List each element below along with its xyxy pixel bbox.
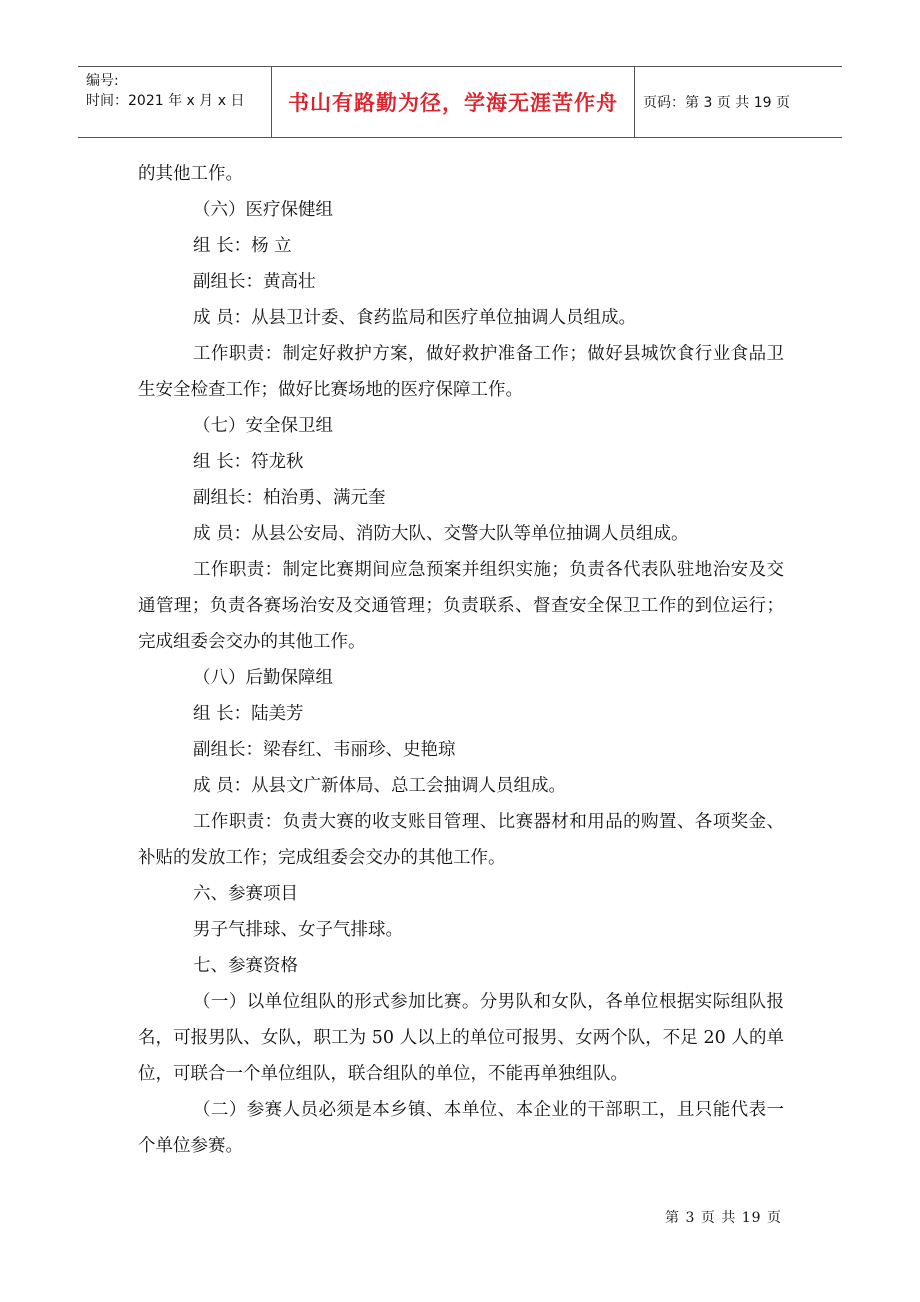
time-label: 时间：2021 年 x 月 x 日 [86, 93, 245, 109]
security-deputy: 副组长：柏治勇、满元奎 [193, 488, 386, 508]
logistics-deputy: 副组长：梁春红、韦丽珍、史艳琼 [193, 740, 456, 760]
section-heading-medical: （六）医疗保健组 [193, 200, 333, 220]
medical-members: 成 员：从县卫计委、食药监局和医疗单位抽调人员组成。 [193, 308, 637, 328]
serial-number-label: 编号: [86, 73, 119, 89]
page-footer: 第 3 页 共 19 页 [665, 1210, 782, 1226]
events-list: 男子气排球、女子气排球。 [193, 920, 403, 940]
logistics-leader: 组 长：陆美芳 [193, 704, 304, 724]
page-header [78, 66, 842, 138]
header-motto: 书山有路勤为径，学海无涯苦作舟 [272, 67, 635, 137]
medical-leader: 组 长：杨 立 [193, 236, 292, 256]
section-heading-logistics: （八）后勤保障组 [193, 668, 333, 688]
security-members: 成 员：从县公安局、消防大队、交警大队等单位抽调人员组成。 [193, 524, 689, 544]
security-leader: 组 长：符龙秋 [193, 452, 304, 472]
document-body [138, 156, 784, 1164]
section-heading-events: 六、参赛项目 [193, 884, 298, 904]
eligibility-item-1: （一）以单位组队的形式参加比赛。分男队和女队，各单位根据实际组队报名，可报男队、女队，职工为 50 人以上的单位可报男、女两个队，不足 20 人的单位，可联合一个单位组队，联合组队的单位，不能再单独组队。 [138, 992, 784, 1084]
paragraph-continuation: 的其他工作。 [138, 164, 243, 184]
section-heading-eligibility: 七、参赛资格 [193, 956, 298, 976]
security-duties: 工作职责：制定比赛期间应急预案并组织实施；负责各代表队驻地治安及交通管理；负责各赛场治安及交通管理；负责联系、督查安全保卫工作的到位运行；完成组委会交办的其他工作。 [138, 560, 784, 652]
medical-duties: 工作职责：制定好救护方案，做好救护准备工作；做好县城饮食行业食品卫生安全检查工作；做好比赛场地的医疗保障工作。 [138, 344, 784, 400]
medical-deputy: 副组长：黄高壮 [193, 272, 316, 292]
header-page-number: 页码：第 3 页 共 19 页 [643, 95, 790, 111]
logistics-members: 成 员：从县文广新体局、总工会抽调人员组成。 [193, 776, 567, 796]
eligibility-item-2: （二）参赛人员必须是本乡镇、本单位、本企业的干部职工，且只能代表一个单位参赛。 [138, 1100, 784, 1156]
logistics-duties: 工作职责：负责大赛的收支账目管理、比赛器材和用品的购置、各项奖金、补贴的发放工作；完成组委会交办的其他工作。 [138, 812, 784, 868]
header-meta [78, 67, 272, 137]
section-heading-security: （七）安全保卫组 [193, 416, 333, 436]
